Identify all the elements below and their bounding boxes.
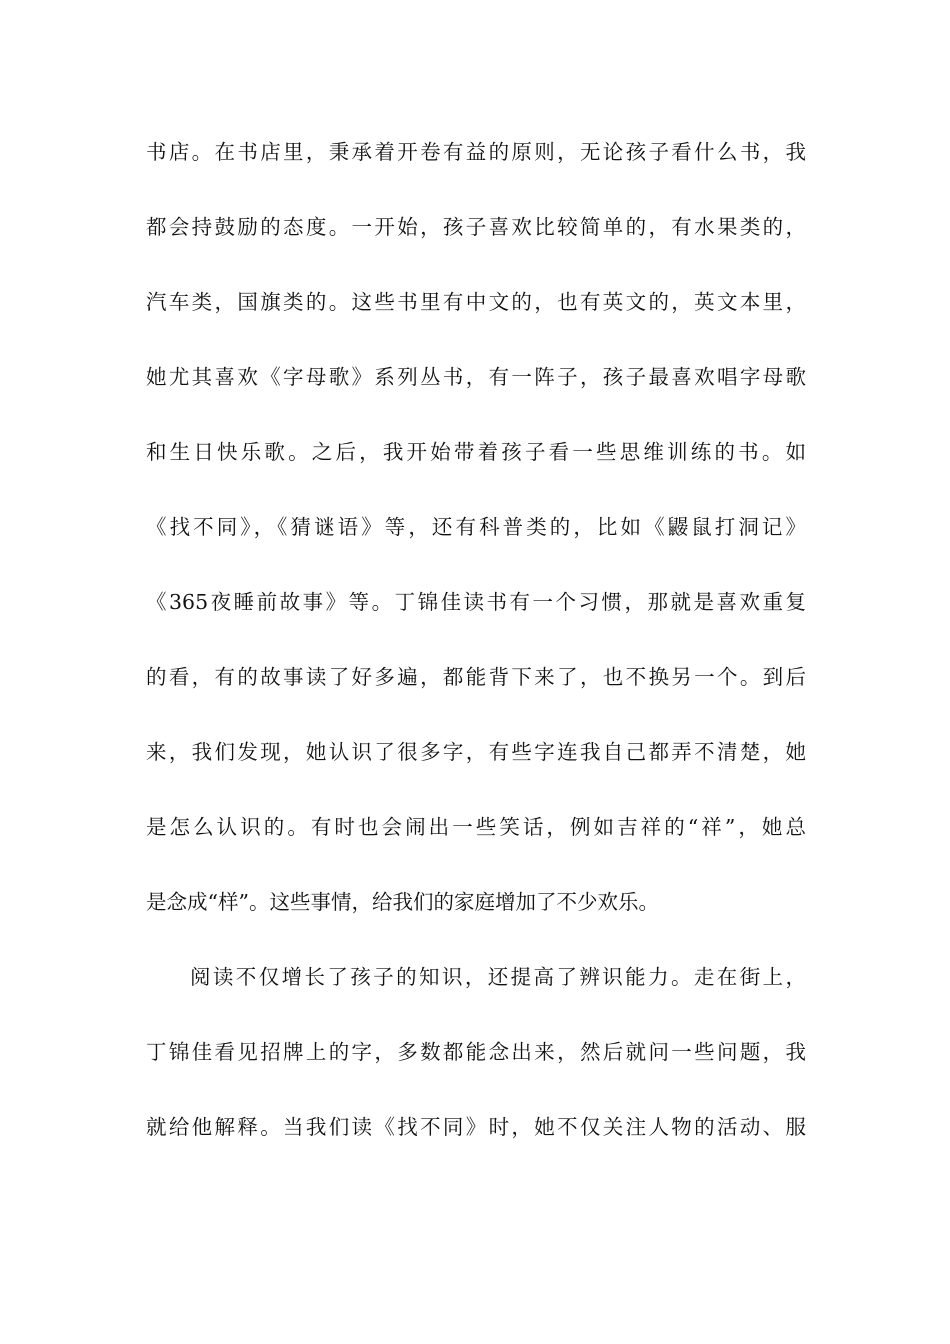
paragraph-2-line-1: 阅读不仅增长了孩子的知识，还提高了辨识能力。走在街上， — [190, 965, 806, 989]
paragraph-1-line-10: 是怎么认识的。有时也会闹出一些笑话，例如吉祥的“祥”，她总 — [146, 815, 806, 839]
paragraph-1-line-5: 和生日快乐歌。之后，我开始带着孩子看一些思维训练的书。如 — [146, 440, 806, 464]
paragraph-1-line-1: 书店。在书店里，秉承着开卷有益的原则，无论孩子看什么书，我 — [146, 140, 806, 164]
paragraph-1-line-9: 来，我们发现，她认识了很多字，有些字连我自己都弄不清楚，她 — [146, 740, 806, 764]
paragraph-2-line-3: 就给他解释。当我们读《找不同》时，她不仅关注人物的活动、服 — [146, 1115, 806, 1139]
paragraph-1-line-2: 都会持鼓励的态度。一开始，孩子喜欢比较简单的，有水果类的， — [146, 215, 806, 239]
paragraph-1-line-4: 她尤其喜欢《字母歌》系列丛书，有一阵子，孩子最喜欢唱字母歌 — [146, 365, 806, 389]
paragraph-1-line-8: 的看，有的故事读了好多遍，都能背下来了，也不换另一个。到后 — [146, 665, 806, 689]
paragraph-2-line-2: 丁锦佳看见招牌上的字，多数都能念出来，然后就问一些问题，我 — [146, 1040, 806, 1064]
paragraph-1-line-3: 汽车类，国旗类的。这些书里有中文的，也有英文的，英文本里， — [146, 290, 806, 314]
paragraph-1-line-11: 是念成“样”。这些事情，给我们的家庭增加了不少欢乐。 — [146, 890, 659, 914]
paragraph-1-line-7: 《365夜睡前故事》等。丁锦佳读书有一个习惯，那就是喜欢重复 — [146, 590, 806, 614]
paragraph-1-line-6: 《找不同》，《猜谜语》等，还有科普类的，比如《鼹鼠打洞记》 — [146, 515, 806, 539]
